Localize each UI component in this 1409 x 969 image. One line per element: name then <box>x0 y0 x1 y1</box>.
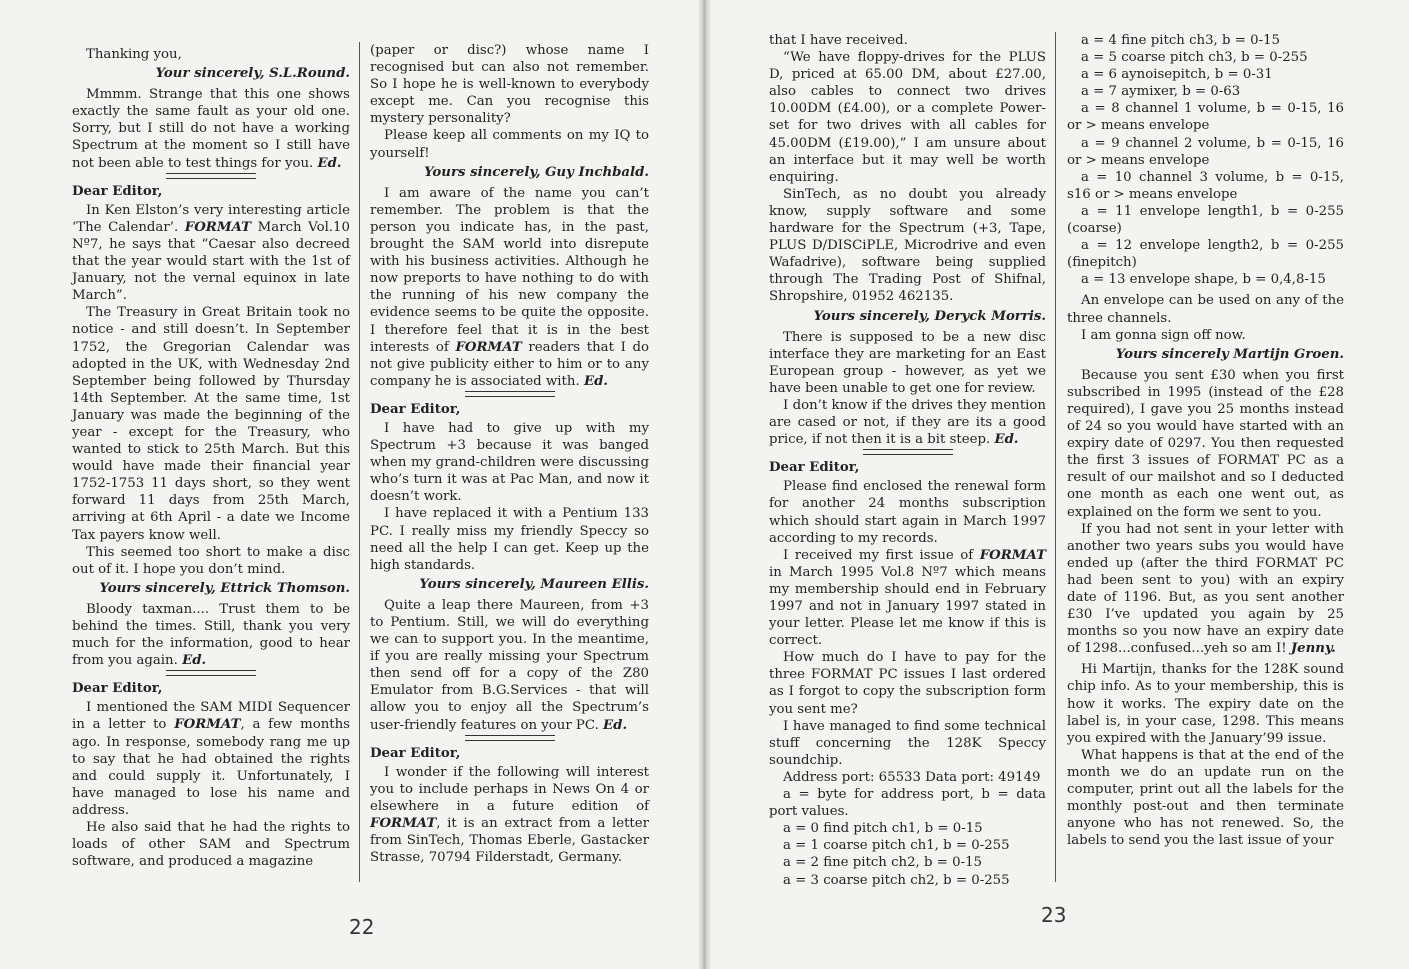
signature: Yours sincerely, Ettrick Thomson. <box>99 580 350 596</box>
divider-rule <box>465 735 555 741</box>
paragraph: Please keep all comments on my IQ to yourself! <box>370 128 649 161</box>
paragraph: a = byte for address port, b = data port values. <box>769 787 1046 820</box>
paragraph: a = 10 channel 3 volume, b = 0-15, s16 or > means envelope <box>1067 169 1344 202</box>
paragraph: a = 5 coarse pitch ch3, b = 0-255 <box>1081 50 1308 66</box>
column-3 <box>769 32 1046 889</box>
editor-initials: Ed. <box>317 155 342 171</box>
paragraph: Mmmm. Strange that this one shows exactly the same fault as your old one. Sorry, but I still do not have a working Spectrum at the moment so I still have not been able to test things for you. Ed. <box>72 87 350 171</box>
paragraph: An envelope can be used on any of the three channels. <box>1067 293 1344 326</box>
signature: Yours sincerely, Guy Inchbald. <box>424 164 649 180</box>
paragraph: This seemed too short to make a disc out of it. I hope you don’t mind. <box>72 544 350 577</box>
letter-heading: Dear Editor, <box>72 681 163 697</box>
paragraph: Hi Martijn, thanks for the 128K sound chip info. As to your membership, this is how it works. The expiry date on the label is, in your case, 1298. This means you expired with the January’99 issue. <box>1067 662 1344 746</box>
format-name: FORMAT <box>174 717 241 733</box>
paragraph: a = 11 envelope length1, b = 0-255 (coarse) <box>1067 203 1344 237</box>
book-gutter <box>698 0 711 969</box>
letter-heading: Dear Editor, <box>370 745 461 761</box>
paragraph: Address port: 65533 Data port: 49149 <box>783 769 1041 785</box>
format-name: FORMAT <box>979 547 1046 563</box>
signature: Your sincerely, S.L.Round. <box>155 66 350 82</box>
paragraph: Thanking you, <box>86 47 182 62</box>
divider-rule <box>863 449 953 455</box>
paragraph: a = 13 envelope shape, b = 0,4,8-15 <box>1081 272 1326 288</box>
paragraph: I am gonna sign off now. <box>1081 327 1246 343</box>
format-name: FORMAT <box>455 339 522 355</box>
page-number-right: 23 <box>1041 903 1067 927</box>
editor-initials: Ed. <box>603 717 628 733</box>
paragraph: I received my first issue of FORMAT in March 1995 Vol.8 Nº7 which means my membership should end in February 1997 and not in January 1997 stated in your letter. Please let me know if this is correct. <box>769 547 1046 649</box>
paragraph: a = 7 aymixer, b = 0-63 <box>1081 84 1241 100</box>
column-1 <box>72 46 350 870</box>
paragraph: Quite a leap there Maureen, from +3 to Pentium. Still, we will do everything we can to support you. In the meantime, if you are really missing your Spectrum then send off for a copy of the Z80 Emulator from B.G.Services - that will allow you to enjoy all the Spectrum’s user-friendly features on your PC. Ed. <box>370 597 649 733</box>
divider-rule <box>166 173 256 179</box>
paragraph: I have replaced it with a Pentium 133 PC. I really miss my friendly Speccy so need all the help I can get. Keep up the high standards. <box>370 506 649 573</box>
column-divider <box>359 42 360 882</box>
paragraph: I have had to give up with my Spectrum +3 because it was banged when my grand-children were discussing who’s turn it was at Pac Man, and now it doesn’t work. <box>370 420 649 505</box>
paragraph: I wonder if the following will interest you to include perhaps in News On 4 or elsewhere in a future edition of FORMAT, it is an extract from a letter from SinTech, Thomas Eberle, Gastacker Strasse, 70794 Filderstadt, Germany. <box>370 764 649 866</box>
paragraph: a = 9 channel 2 volume, b = 0-15, 16 or > means envelope <box>1067 135 1344 168</box>
paragraph: I don’t know if the drives they mention are cased or not, if they are its a good price, if not then it is a bit steep. Ed. <box>769 397 1046 448</box>
letter-heading: Dear Editor, <box>370 401 461 417</box>
paragraph: SinTech, as no doubt you already know, supply software and some hardware for the Spectrum (+3, Tape, PLUS D/DISCiPLE, Microdrive and even Wafadrive), software being supplied through The Trading Post of Shifnal, Shropshire, 01952 462135. <box>769 186 1046 305</box>
paragraph: a = 6 aynoisepitch, b = 0-31 <box>1081 67 1273 83</box>
letter-heading: Dear Editor, <box>769 460 860 476</box>
paragraph: The Treasury in Great Britain took no notice - and still doesn’t. In September 1752, the Gregorian Calendar was adopted in the UK, with Wednesday 2nd September being followed by Thursday 14th September. At the same time, 1st January was made the beginning of the year - except for the Treasury, who wanted to stick to 25th March. But this would have made their financial year 1752-1753 11 days short, so they went forward 11 days from 25th March, arriving at 6th April - a date we Income Tax payers know well. <box>72 305 350 543</box>
column-4 <box>1067 32 1344 849</box>
paragraph: In Ken Elston’s very interesting article ‘The Calendar’. FORMAT March Vol.10 Nº7, he says that “Caesar also decreed that the year would start with the 1st of January, not the vernal equinox in late March”. <box>72 202 350 304</box>
jenny-signoff: Jenny. <box>1290 641 1336 657</box>
format-name: FORMAT <box>370 816 437 832</box>
column-2 <box>370 42 649 866</box>
paragraph: a = 1 coarse pitch ch1, b = 0-255 <box>783 838 1010 854</box>
letter-heading: Dear Editor, <box>72 183 163 199</box>
paragraph: a = 0 find pitch ch1, b = 0-15 <box>783 821 983 837</box>
paragraph: If you had not sent in your letter with another two years subs you would have ended up (after the third FORMAT PC had been sent to you) with an expiry date of 1196. But, as you sent another £30 I’ve updated you again by 25 months so you now have an expiry date of 1298...confused...yeh so am I! Jenny. <box>1067 521 1344 657</box>
paragraph: a = 8 channel 1 volume, b = 0-15, 16 or > means envelope <box>1067 101 1344 134</box>
paragraph: I am aware of the name you can’t remember. The problem is that the person you indicate has, in the past, brought the SAM world into disrepute with his business activities. Although he now preports to have nothing to do with the running of his new company the evidence seems to be quite the opposite. I therefore feel that it is in the best interests of FORMAT readers that I do not give publicity either to him or to any company he is associated with. Ed. <box>370 185 650 389</box>
paragraph: There is supposed to be a new disc interface they are marketing for an East European group - however, as yet we have been unable to get one for review. <box>769 329 1046 396</box>
paragraph: Because you sent £30 when you first subscribed in 1995 (instead of the £28 required), I gave you 25 months instead of 24 so you would have started with an expiry date of 0297. You then requested the first 3 issues of FORMAT PC as a result of our mailshot and so I deducted one month as each one went out, as explained on the form we sent to you. <box>1067 367 1344 520</box>
signature: Yours sincerely, Maureen Ellis. <box>419 576 649 592</box>
paragraph: I have managed to find some technical stuff concerning the 128K Speccy soundchip. <box>769 718 1046 768</box>
paragraph: Please find enclosed the renewal form for another 24 months subscription which should start again in March 1997 according to my records. <box>769 479 1046 546</box>
page-number-left: 22 <box>349 915 375 939</box>
editor-initials: Ed. <box>583 373 608 389</box>
paragraph: Bloody taxman.... Trust them to be behind the times. Still, thank you very much for the information, good to hear from you again. Ed. <box>72 601 350 669</box>
paragraph: He also said that he had the rights to loads of other SAM and Spectrum software, and produced a magazine <box>72 820 350 870</box>
paragraph: a = 3 coarse pitch ch2, b = 0-255 <box>783 872 1010 888</box>
column-divider <box>1055 32 1056 882</box>
divider-rule <box>465 391 555 397</box>
paragraph: that I have received. <box>769 33 908 48</box>
format-name: FORMAT <box>184 219 252 235</box>
paragraph: What happens is that at the end of the month we do an update run on the computer, print out all the labels for the monthly post-out and then terminate anyone who has not renewed. So, the labels to send you the last issue of your <box>1067 747 1344 849</box>
paragraph: a = 4 fine pitch ch3, b = 0-15 <box>1081 33 1280 48</box>
paragraph: a = 2 fine pitch ch2, b = 0-15 <box>783 855 982 871</box>
paragraph: (paper or disc?) whose name I recognised but can also not remember. So I hope he is well-known to everybody except me. Can you recognise this mystery personality? <box>370 43 649 127</box>
divider-rule <box>166 670 256 676</box>
paragraph: “We have floppy-drives for the PLUS D, priced at 65.00 DM, about £27.00, also cables to connect two drives 10.00DM (£4.00), or a complete Power-set for two drives with all cables for 45.00DM (£19.00),” I am unsure about an interface but it may well be worth enquiring. <box>769 50 1046 185</box>
paragraph: I mentioned the SAM MIDI Sequencer in a letter to FORMAT, a few months ago. In response, somebody rang me up to say that he had obtained the rights and could supply it. Unfortunately, I have managed to lose his name and address. <box>72 700 350 818</box>
editor-initials: Ed. <box>182 653 207 669</box>
editor-initials: Ed. <box>994 432 1019 448</box>
signature: Yours sincerely Martijn Groen. <box>1115 346 1344 362</box>
paragraph: a = 12 envelope length2, b = 0-255 (finepitch) <box>1067 238 1344 271</box>
signature: Yours sincerely, Deryck Morris. <box>813 308 1046 324</box>
paragraph: How much do I have to pay for the three FORMAT PC issues I last ordered as I forgot to copy the subscription form you sent me? <box>769 650 1046 717</box>
